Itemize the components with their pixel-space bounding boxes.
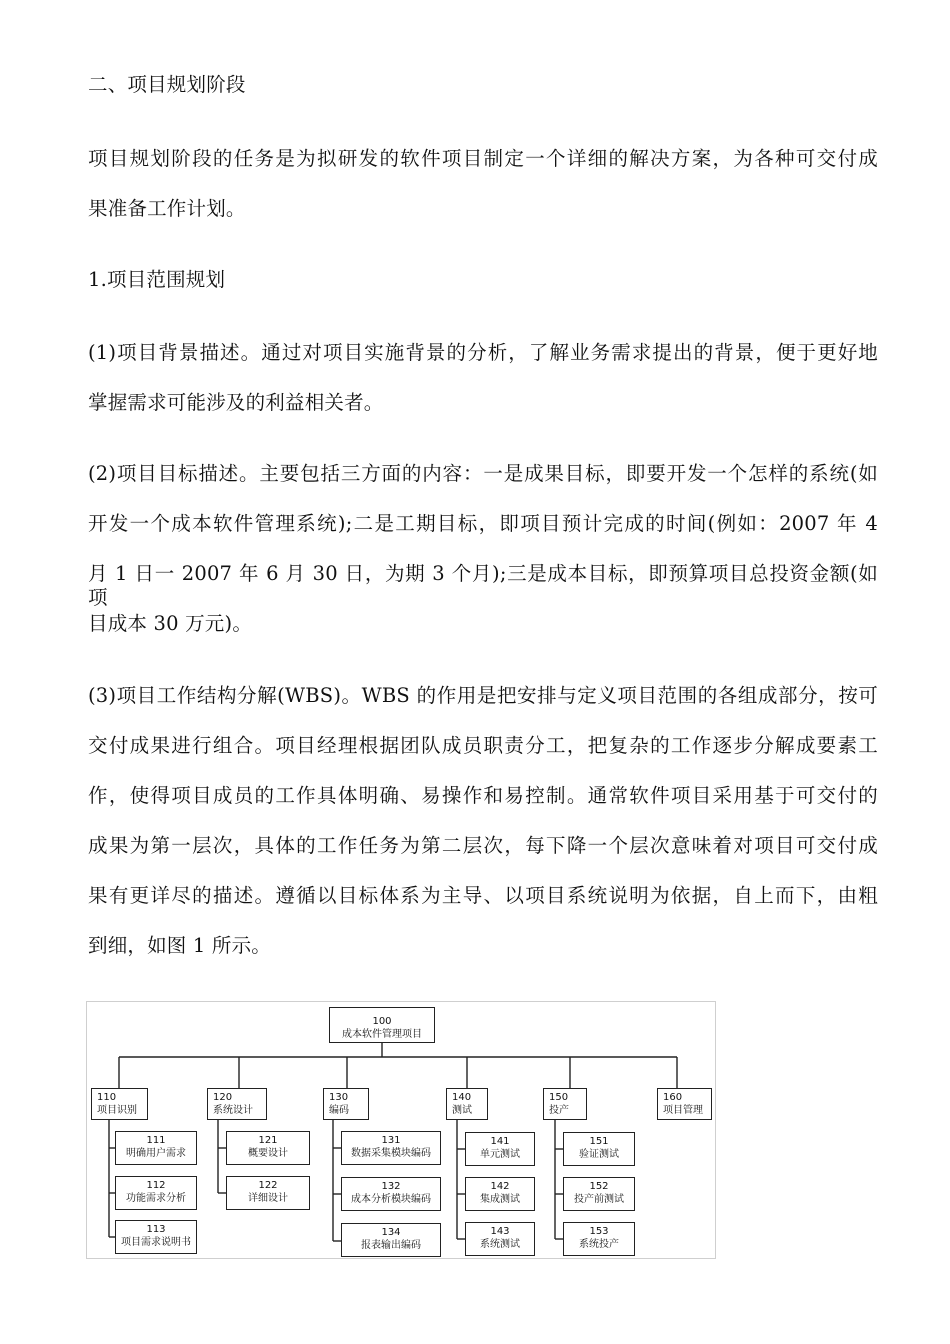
sub-heading: 1.项目范围规划 [88,268,226,291]
wbs-node-120 [207,1088,267,1120]
wbs-node-code: 151 [589,1136,609,1147]
wbs-node-code: 100 [372,1016,392,1027]
wbs-node-label: 单元测试 [480,1149,520,1160]
item3-paragraph-line: (3)项目工作结构分解(WBS)。WBS 的作用是把安排与定义项目范围的各组成部分，按可 [88,684,878,707]
wbs-node-code: 122 [258,1180,278,1191]
wbs-node-label: 成本分析模块编码 [351,1194,431,1205]
wbs-node-122 [226,1176,310,1210]
wbs-node-111 [115,1131,197,1165]
wbs-node-100 [329,1007,435,1043]
wbs-node-code: 143 [490,1226,510,1237]
wbs-node-150 [543,1088,587,1120]
item3-paragraph-line: 交付成果进行组合。项目经理根据团队成员职责分工，把复杂的工作逐步分解成要素工 [88,734,878,757]
wbs-node-label: 项目需求说明书 [121,1237,191,1248]
wbs-node-143 [465,1222,535,1256]
item1-paragraph-line: (1)项目背景描述。通过对项目实施背景的分析，了解业务需求提出的背景，便于更好地 [88,341,878,364]
wbs-node-code: 131 [381,1135,401,1146]
wbs-node-code: 153 [589,1226,609,1237]
wbs-node-label: 成本软件管理项目 [342,1029,422,1040]
wbs-node-code: 121 [258,1135,278,1146]
wbs-node-label: 项目识别 [97,1105,137,1116]
intro-paragraph-line: 果准备工作计划。 [88,197,246,220]
item2-paragraph-line: (2)项目目标描述。主要包括三方面的内容：一是成果目标，即要开发一个怎样的系统(如 [88,462,878,485]
wbs-node-code: 113 [146,1224,166,1235]
wbs-node-label: 验证测试 [579,1149,619,1160]
wbs-node-label: 系统投产 [579,1239,619,1250]
wbs-node-label: 项目管理 [663,1105,703,1116]
wbs-node-140 [446,1088,488,1120]
wbs-node-label: 功能需求分析 [126,1193,186,1204]
wbs-node-code: 110 [97,1092,117,1103]
wbs-node-label: 报表输出编码 [361,1240,421,1251]
wbs-node-110 [91,1088,148,1120]
wbs-node-code: 112 [146,1180,166,1191]
item1-paragraph-line: 掌握需求可能涉及的利益相关者。 [88,391,384,414]
wbs-node-132 [341,1177,441,1211]
wbs-node-label: 投产 [549,1105,569,1116]
wbs-node-142 [465,1177,535,1211]
item2-paragraph-line: 月 1 日一 2007 年 6 月 30 日，为期 3 个月);三是成本目标，即预算项目总投资金额(如项 [88,562,878,609]
wbs-node-code: 160 [663,1092,683,1103]
wbs-node-code: 120 [213,1092,233,1103]
wbs-node-label: 投产前测试 [574,1194,624,1205]
wbs-node-code: 142 [490,1181,510,1192]
wbs-node-label: 集成测试 [480,1194,520,1205]
wbs-node-code: 140 [452,1092,472,1103]
wbs-node-code: 141 [490,1136,510,1147]
item2-paragraph-line: 目成本 30 万元)。 [88,612,253,635]
wbs-node-label: 系统测试 [480,1239,520,1250]
wbs-node-153 [563,1222,635,1256]
wbs-node-code: 132 [381,1181,401,1192]
wbs-node-label: 系统设计 [213,1105,253,1116]
wbs-node-112 [115,1176,197,1210]
item3-paragraph-line: 作，使得项目成员的工作具体明确、易操作和易控制。通常软件项目采用基于可交付的 [88,784,878,807]
item3-paragraph-line: 成果为第一层次，具体的工作任务为第二层次，每下降一个层次意味着对项目可交付成 [88,834,878,857]
wbs-node-code: 152 [589,1181,609,1192]
wbs-node-label: 测试 [452,1105,472,1116]
wbs-node-label: 详细设计 [248,1193,288,1204]
wbs-node-113 [115,1220,197,1254]
wbs-diagram [86,1001,716,1259]
wbs-node-134 [341,1223,441,1257]
wbs-node-label: 明确用户需求 [126,1148,186,1159]
item3-paragraph-line: 到细，如图 1 所示。 [88,934,272,957]
wbs-node-label: 编码 [329,1105,349,1116]
wbs-node-121 [226,1131,310,1165]
wbs-node-label: 数据采集模块编码 [351,1148,431,1159]
wbs-node-code: 111 [146,1135,166,1146]
item2-paragraph-line: 开发一个成本软件管理系统);二是工期目标，即项目预计完成的时间(例如：2007 年 4 [88,512,878,535]
item3-paragraph-line: 果有更详尽的描述。遵循以目标体系为主导、以项目系统说明为依据，自上而下，由粗 [88,884,878,907]
wbs-node-130 [323,1088,369,1120]
wbs-node-141 [465,1132,535,1166]
wbs-node-code: 134 [381,1227,401,1238]
section-heading: 二、项目规划阶段 [88,73,246,96]
wbs-node-131 [341,1131,441,1165]
wbs-node-160 [657,1088,712,1120]
wbs-node-code: 130 [329,1092,349,1103]
wbs-node-code: 150 [549,1092,569,1103]
wbs-node-152 [563,1177,635,1211]
wbs-node-151 [563,1132,635,1166]
intro-paragraph-line: 项目规划阶段的任务是为拟研发的软件项目制定一个详细的解决方案，为各种可交付成 [88,147,878,170]
wbs-node-label: 概要设计 [248,1148,288,1159]
